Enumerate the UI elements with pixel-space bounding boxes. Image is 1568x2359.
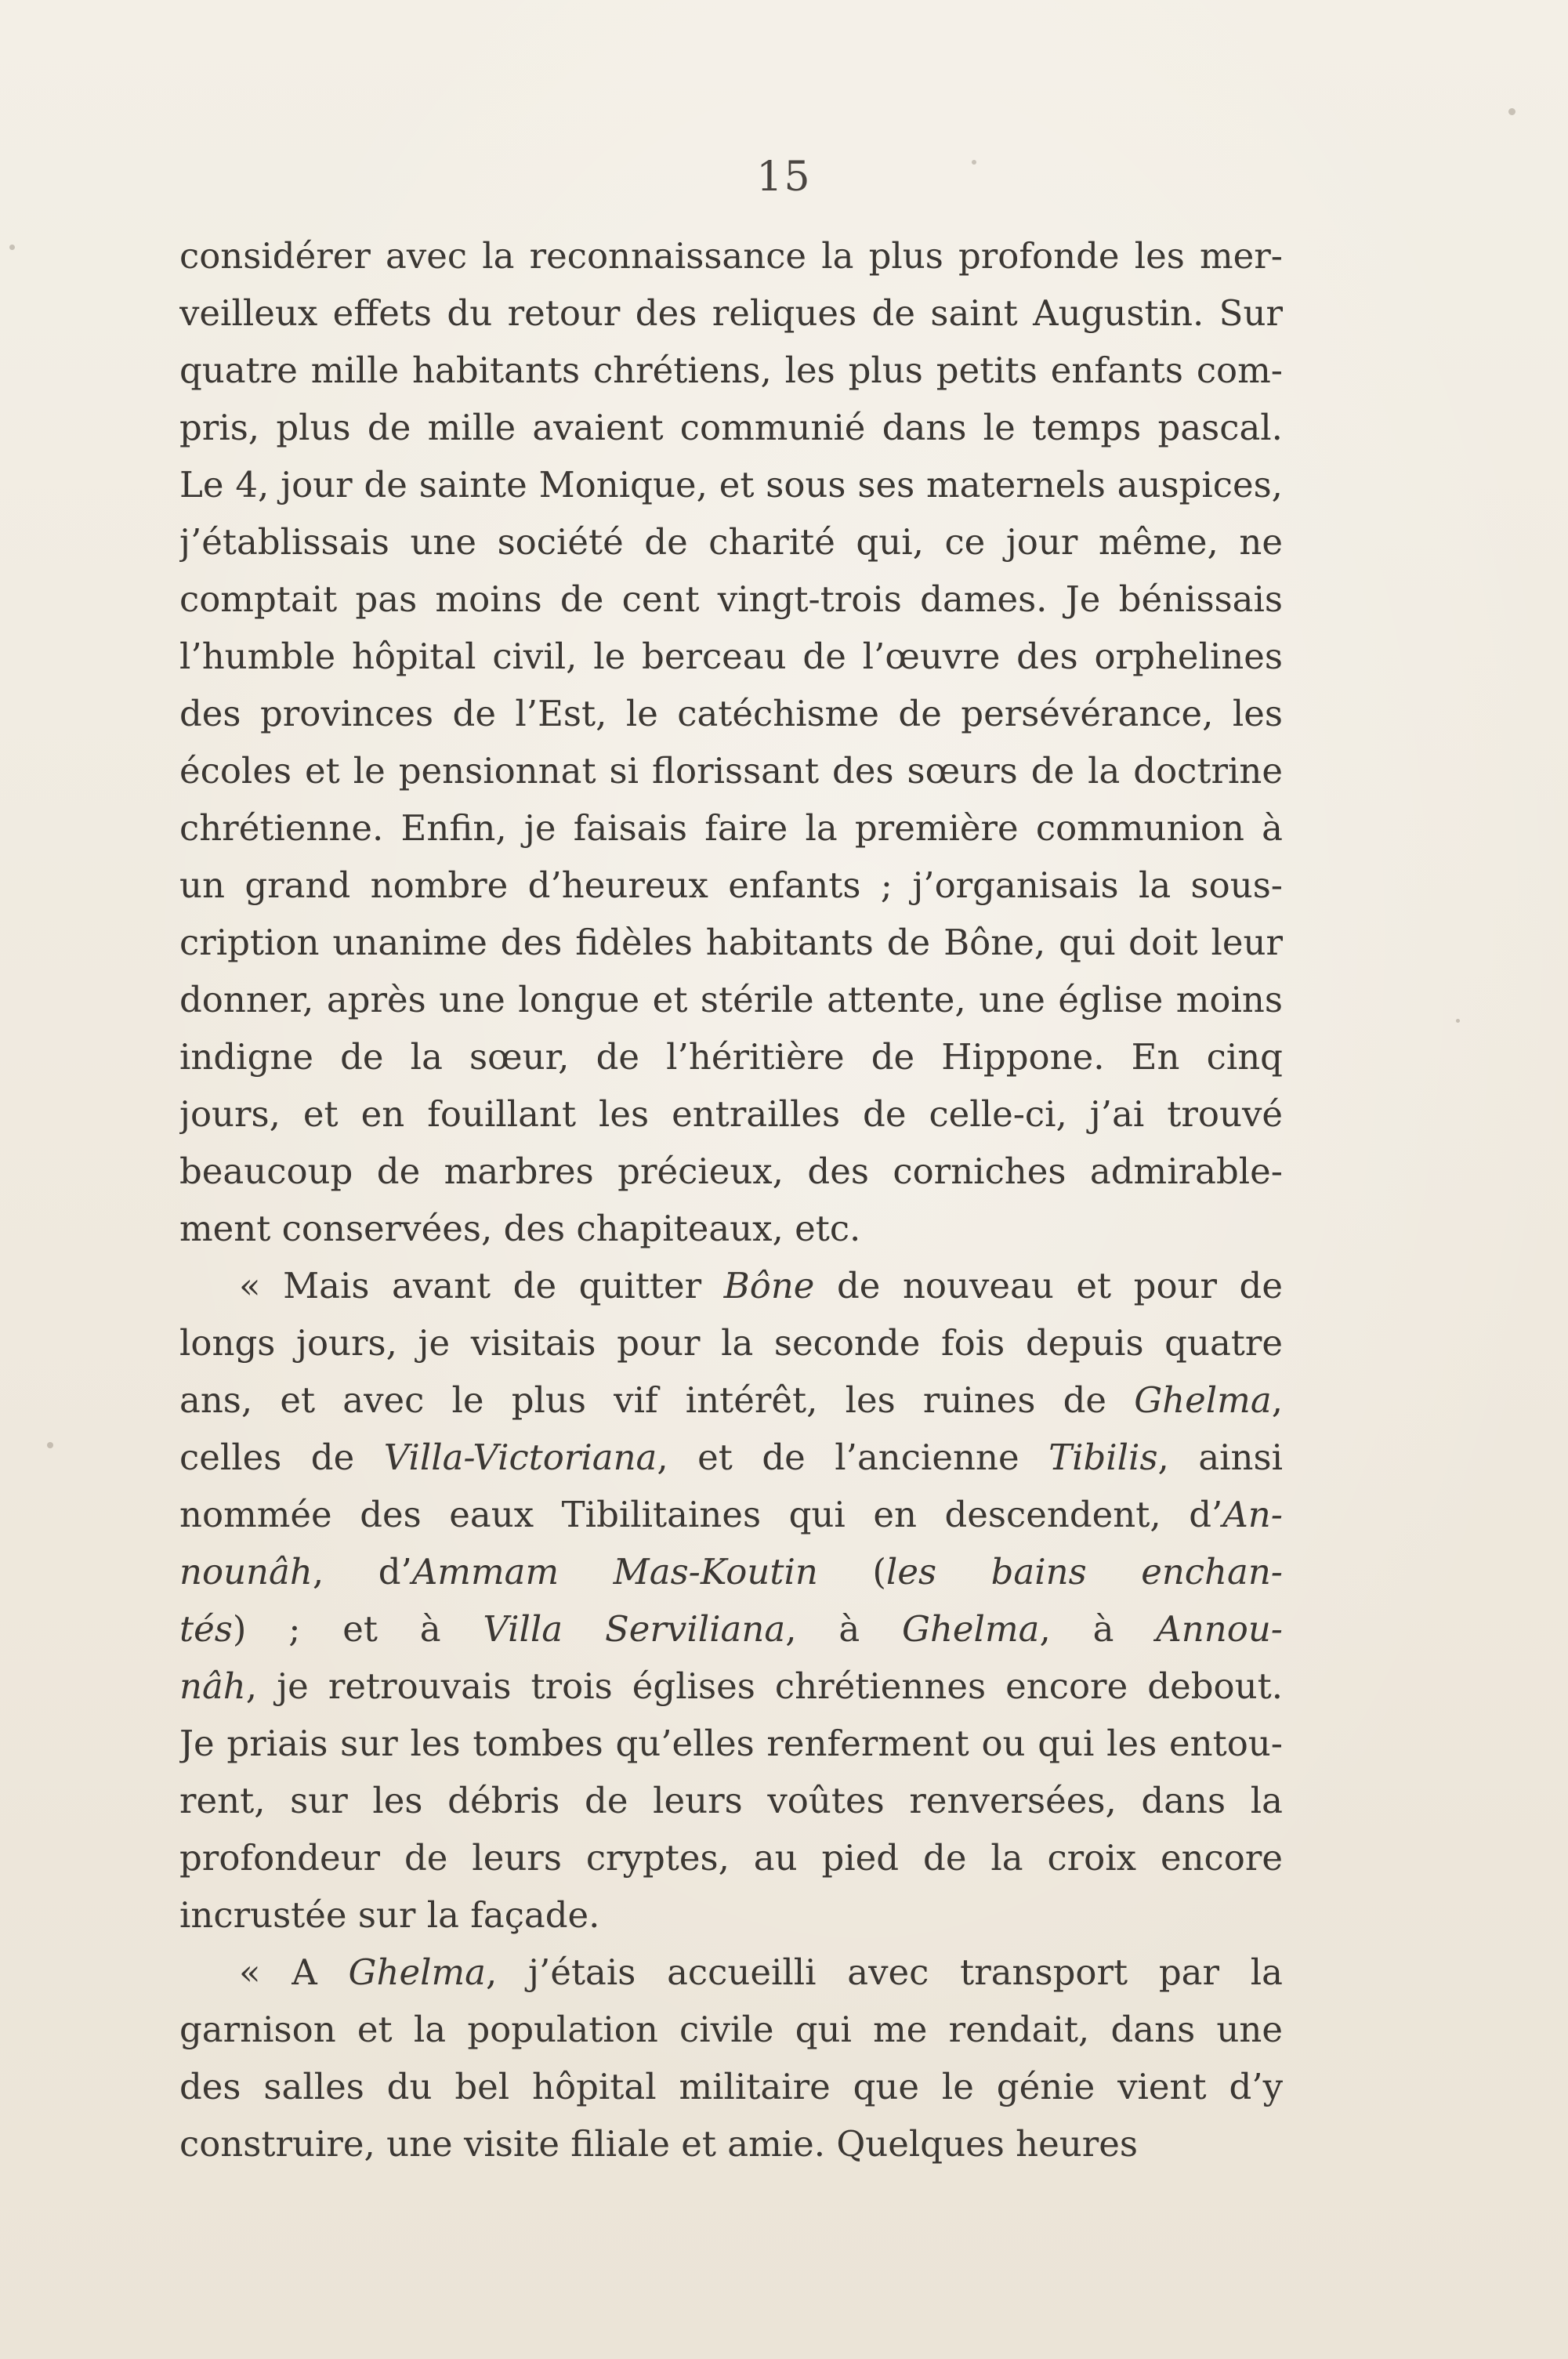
text-run: ans, et avec le plus vif intérêt, les ruines de	[179, 1379, 1135, 1421]
text-run: veilleux effets du retour des reliques de saint Augustin. Sur	[179, 292, 1283, 334]
text-line	[179, 1257, 1283, 1314]
text-line	[179, 857, 1283, 914]
text-line	[179, 1658, 1283, 1715]
text-line	[179, 1314, 1283, 1372]
text-run: nommée des eaux Tibilitaines qui en descendent, d’	[179, 1494, 1223, 1535]
paper-speck	[972, 160, 976, 165]
text-run: , à	[1039, 1608, 1157, 1650]
paper-speck	[47, 1442, 53, 1448]
text-run: celles de	[179, 1437, 384, 1478]
text-run: indigne de la sœur, de l’héritière de Hippone. En cinq	[179, 1036, 1283, 1078]
text-line	[179, 1715, 1283, 1772]
text-line	[179, 1543, 1283, 1600]
text-line	[179, 685, 1283, 742]
text-line	[179, 456, 1283, 513]
text-run: incrustée sur la façade.	[179, 1894, 600, 1936]
italic-text: An-	[1222, 1494, 1283, 1535]
text-run: profondeur de leurs cryptes, au pied de la croix encore	[179, 1837, 1283, 1879]
italic-text: Annou-	[1156, 1608, 1283, 1650]
text-run: longs jours, je visitais pour la seconde fois depuis quatre	[179, 1322, 1283, 1364]
text-line	[179, 971, 1283, 1028]
paper-speck	[1456, 1019, 1460, 1023]
text-run: un grand nombre d’heureux enfants ; j’organisais la sous-	[179, 864, 1283, 906]
paragraph	[179, 227, 1283, 1257]
text-run: jours, et en fouillant les entrailles de celle-ci, j’ai trouvé	[179, 1093, 1283, 1135]
text-line	[179, 799, 1283, 857]
text-run: construire, une visite filiale et amie. Quelques heures	[179, 2123, 1138, 2165]
text-line	[179, 227, 1283, 284]
text-line	[179, 1429, 1283, 1486]
text-run: ment conservées, des chapiteaux, etc.	[179, 1208, 861, 1249]
text-run: « A	[239, 1951, 349, 1993]
paragraph	[179, 1944, 1283, 2172]
text-run: rent, sur les débris de leurs voûtes renversées, dans la	[179, 1780, 1283, 1821]
paragraph	[179, 1257, 1283, 1944]
text-run: Le 4, jour de sainte Monique, et sous ses maternels auspices,	[179, 464, 1283, 506]
text-run: ) ; et à	[232, 1608, 483, 1650]
text-run: , je retrouvais trois églises chrétiennes encore debout.	[245, 1665, 1283, 1707]
italic-text: Villa-Victoriana	[383, 1437, 657, 1478]
text-line	[179, 284, 1283, 342]
text-line	[179, 1772, 1283, 1829]
text-run: chrétienne. Enfin, je faisais faire la première communion à	[179, 807, 1283, 849]
text-line	[179, 342, 1283, 399]
text-run: , à	[785, 1608, 902, 1650]
text-run: l’humble hôpital civil, le berceau de l’œuvre des orphelines	[179, 636, 1283, 677]
text-line	[179, 1486, 1283, 1543]
italic-text: nâh	[179, 1665, 246, 1707]
text-line	[179, 1200, 1283, 1257]
text-run: , ainsi	[1157, 1437, 1283, 1478]
text-run: pris, plus de mille avaient communié dans le temps pascal.	[179, 407, 1283, 448]
paper-speck	[9, 245, 15, 250]
text-line	[179, 1085, 1283, 1143]
text-run: des provinces de l’Est, le catéchisme de persévérance, les	[179, 693, 1283, 734]
paper-speck	[1508, 108, 1515, 115]
text-line	[179, 914, 1283, 971]
text-run: des salles du bel hôpital militaire que le génie vient d’y	[179, 2066, 1283, 2107]
text-line	[179, 571, 1283, 628]
text-line	[179, 1372, 1283, 1429]
text-run: , j’étais accueilli avec transport par la	[486, 1951, 1283, 1993]
text-line	[179, 1944, 1283, 2001]
text-line	[179, 1600, 1283, 1658]
text-run: (	[817, 1551, 886, 1593]
italic-text: nounâh	[179, 1551, 313, 1593]
text-run: cription unanime des fidèles habitants de Bône, qui doit leur	[179, 922, 1283, 963]
text-line	[179, 742, 1283, 799]
text-line	[179, 513, 1283, 571]
text-run: beaucoup de marbres précieux, des corniches admirable-	[179, 1151, 1283, 1192]
text-line	[179, 1829, 1283, 1886]
italic-text: tés	[179, 1608, 233, 1650]
text-run: de nouveau et pour de	[814, 1265, 1283, 1306]
italic-text: Villa Serviliana	[483, 1608, 786, 1650]
italic-text: Tibilis	[1048, 1437, 1158, 1478]
text-run: ,	[1271, 1379, 1283, 1421]
text-run: Je priais sur les tombes qu’elles renferment ou qui les entou-	[179, 1723, 1283, 1764]
text-run: comptait pas moins de cent vingt-trois dames. Je bénissais	[179, 578, 1283, 620]
italic-text: Ghelma	[902, 1608, 1040, 1650]
italic-text: Ghelma	[1134, 1379, 1272, 1421]
body-text	[179, 227, 1283, 2172]
text-line	[179, 628, 1283, 685]
text-run: , d’	[312, 1551, 412, 1593]
text-line	[179, 1143, 1283, 1200]
page-number: 15	[756, 154, 812, 201]
text-run: écoles et le pensionnat si florissant des sœurs de la doctrine	[179, 750, 1283, 792]
text-run: garnison et la population civile qui me rendait, dans une	[179, 2009, 1283, 2050]
text-line	[179, 1886, 1283, 1944]
italic-text: les bains enchan-	[885, 1551, 1283, 1593]
italic-text: Ghelma	[348, 1951, 486, 1993]
text-run: j’établissais une société de charité qui, ce jour même, ne	[179, 521, 1283, 563]
text-run: donner, après une longue et stérile attente, une église moins	[179, 979, 1283, 1020]
text-run: considérer avec la reconnaissance la plus profonde les mer-	[179, 235, 1283, 277]
italic-text: Bône	[723, 1265, 815, 1306]
text-line	[179, 2001, 1283, 2058]
text-run: , et de l’ancienne	[657, 1437, 1049, 1478]
italic-text: Ammam Mas-Koutin	[411, 1551, 818, 1593]
text-line	[179, 2058, 1283, 2115]
text-run: quatre mille habitants chrétiens, les plus petits enfants com-	[179, 350, 1283, 391]
text-line	[179, 1028, 1283, 1085]
text-line	[179, 2115, 1283, 2172]
text-run: « Mais avant de quitter	[239, 1265, 724, 1306]
text-line	[179, 399, 1283, 456]
